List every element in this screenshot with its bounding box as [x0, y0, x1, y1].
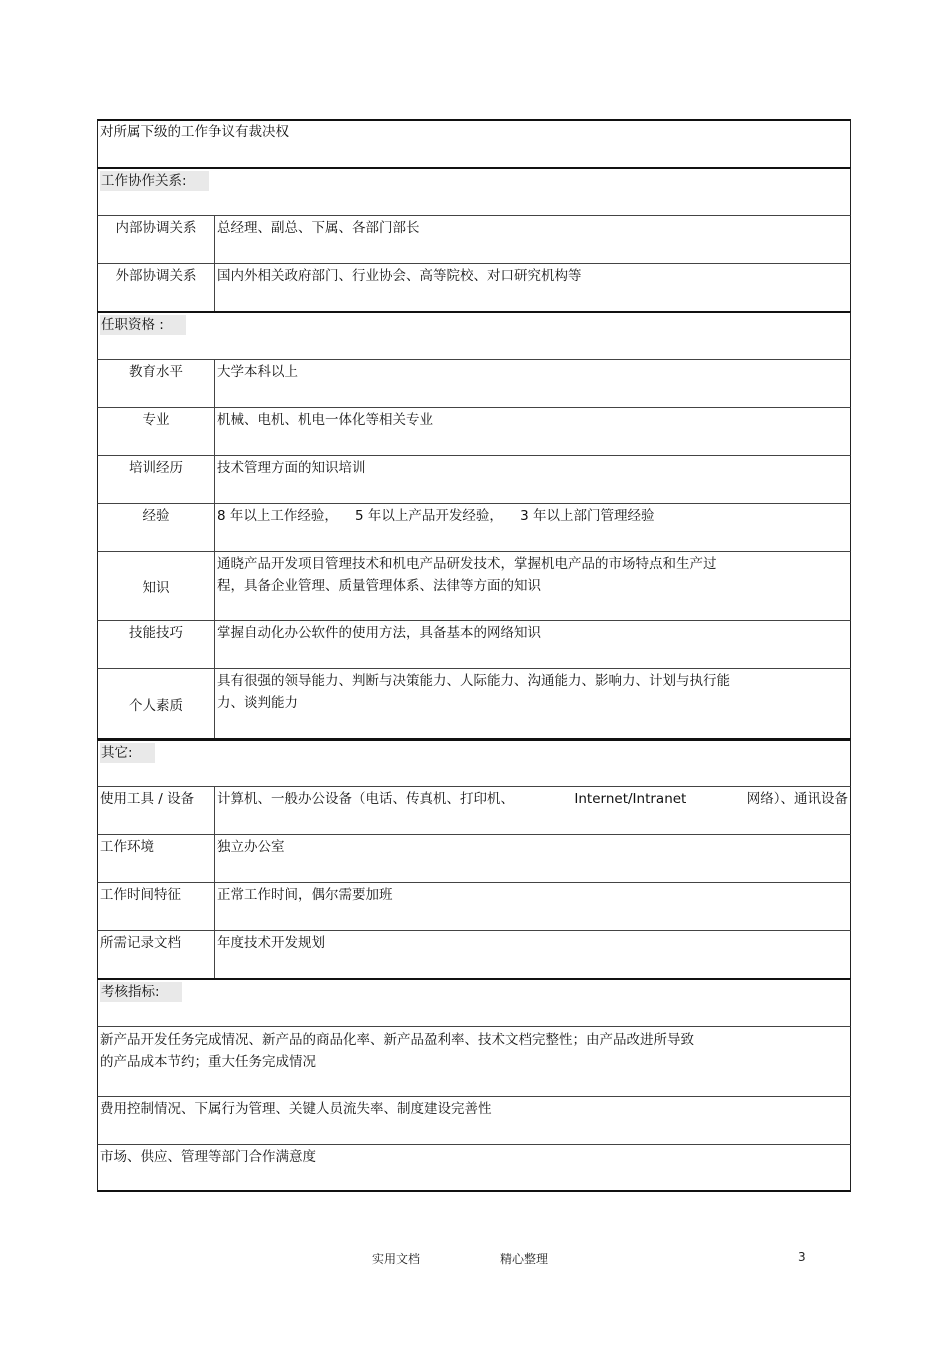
assessment-item-3-row [97, 1144, 851, 1192]
tools-value-part2: Internet/Intranet [574, 791, 687, 807]
footer-middle-text: 精心整理 [500, 1252, 549, 1266]
work-environment-value: 独立办公室 [217, 839, 285, 855]
internal-coordination-value: 总经理、副总、下属、各部门部长 [217, 220, 420, 236]
knowledge-value-line2: 程，具备企业管理、质量管理体系、法律等方面的知识 [217, 578, 541, 594]
records-label: 所需记录文档 [98, 931, 215, 978]
work-environment-row [97, 834, 851, 882]
assessment-item-1-line1: 新产品开发任务完成情况、新产品的商品化率、新产品盈利率、技术文档完整性；由产品改进所导致 [100, 1032, 694, 1048]
job-description-table [97, 119, 851, 1192]
external-coordination-label: 外部协调关系 [98, 264, 215, 311]
knowledge-label: 知识 [98, 552, 215, 620]
assessment-item-1 [98, 1027, 850, 1074]
qualification-header-row [97, 311, 851, 359]
external-coordination-row [97, 263, 851, 311]
authority-text: 对所属下级的工作争议有裁决权 [100, 124, 289, 140]
knowledge-value-line1: 通晓产品开发项目管理技术和机电产品研发技术，掌握机电产品的市场特点和生产过 [217, 556, 717, 572]
personal-quality-value-line2: 力、谈判能力 [217, 695, 298, 711]
personal-quality-value [215, 669, 850, 738]
tools-label: 使用工具 / 设备 [98, 787, 215, 834]
personal-quality-row [97, 668, 851, 738]
tools-value-part1: 计算机、一般办公设备（电话、传真机、打印机、 [217, 791, 514, 807]
internal-coordination-row [97, 215, 851, 263]
other-header-row [97, 738, 851, 786]
footer-left-text: 实用文档 [372, 1252, 421, 1266]
qualification-section-label: 任职资格 : [100, 315, 186, 335]
training-value: 技术管理方面的知识培训 [217, 460, 366, 476]
skills-row [97, 620, 851, 668]
coordination-section-label: 工作协作关系: [100, 171, 209, 191]
work-environment-label: 工作环境 [98, 835, 215, 882]
authority-row [97, 119, 851, 167]
training-row [97, 455, 851, 503]
experience-value: 8 年以上工作经验， 5 年以上产品开发经验， 3 年以上部门管理经验 [217, 508, 655, 524]
work-time-row [97, 882, 851, 930]
experience-label: 经验 [98, 504, 215, 551]
external-coordination-value: 国内外相关政府部门、行业协会、高等院校、对口研究机构等 [217, 268, 582, 284]
skills-value: 掌握自动化办公软件的使用方法，具备基本的网络知识 [217, 625, 541, 641]
assessment-item-2: 费用控制情况、下属行为管理、关键人员流失率、制度建设完善性 [100, 1101, 492, 1117]
knowledge-row [97, 551, 851, 620]
internal-coordination-label: 内部协调关系 [98, 216, 215, 263]
major-label: 专业 [98, 408, 215, 455]
tools-row [97, 786, 851, 834]
education-label: 教育水平 [98, 360, 215, 407]
tools-value-part3: 网络）、通讯设备 [746, 791, 848, 807]
assessment-item-1-row [97, 1026, 851, 1096]
major-value: 机械、电机、机电一体化等相关专业 [217, 412, 433, 428]
education-value: 大学本科以上 [217, 364, 298, 380]
training-label: 培训经历 [98, 456, 215, 503]
other-section-label: 其它: [100, 743, 155, 763]
work-time-value: 正常工作时间，偶尔需要加班 [217, 887, 393, 903]
assessment-item-3: 市场、供应、管理等部门合作满意度 [100, 1149, 316, 1165]
personal-quality-value-line1: 具有很强的领导能力、判断与决策能力、人际能力、沟通能力、影响力、计划与执行能 [217, 673, 730, 689]
coordination-header-row [97, 167, 851, 215]
major-row [97, 407, 851, 455]
records-value: 年度技术开发规划 [217, 935, 325, 951]
skills-label: 技能技巧 [98, 621, 215, 668]
page-number: 3 [798, 1250, 806, 1264]
assessment-item-1-line2: 的产品成本节约；重大任务完成情况 [100, 1054, 316, 1070]
assessment-item-2-row [97, 1096, 851, 1144]
personal-quality-label: 个人素质 [98, 669, 215, 738]
education-row [97, 359, 851, 407]
assessment-section-label: 考核指标: [100, 982, 182, 1002]
tools-value [215, 787, 850, 834]
knowledge-value [215, 552, 850, 620]
assessment-header-row [97, 978, 851, 1026]
experience-row [97, 503, 851, 551]
work-time-label: 工作时间特征 [98, 883, 215, 930]
records-row [97, 930, 851, 978]
